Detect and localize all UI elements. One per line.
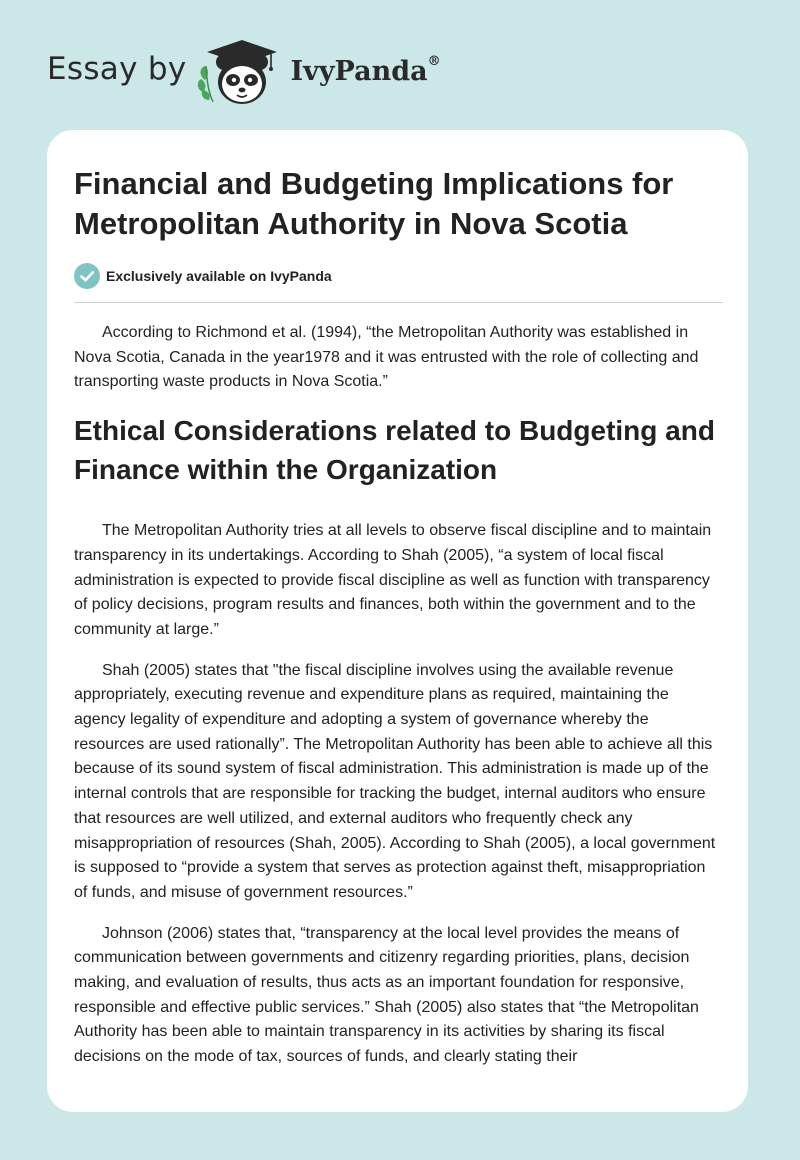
brand-name[interactable]: [290, 53, 441, 87]
trademark-symbol: ®: [427, 53, 441, 69]
section-heading: Ethical Considerations related to Budgeting and Finance within the Organization: [74, 415, 715, 486]
check-circle-icon: [74, 263, 100, 289]
exclusive-badge: [74, 263, 723, 289]
brand-label: IvyPanda: [290, 55, 428, 87]
exclusive-badge-text: Exclusively available on IvyPanda: [106, 268, 332, 284]
site-header: [47, 36, 441, 108]
intro-paragraph: According to Richmond et al. (1994), “the Metropolitan Authority was established in Nova Scotia, Canada in the year1978 and it was entrusted with the role of collecting and transporting waste products in Nova Scotia.”: [74, 324, 699, 391]
article-content: [74, 164, 723, 1086]
panda-graduate-logo-icon[interactable]: [197, 36, 287, 108]
essay-by-label: Essay by: [47, 51, 187, 87]
body-paragraph: The Metropolitan Authority tries at all levels to observe fiscal discipline and to maintain transparency in its undertakings. According to Shah (2005), “a system of local fiscal administration is expected to provide fiscal discipline as well as function with transparency of policy decisions, program results and finances, both within the government and to the community at large.”: [74, 522, 712, 638]
body-paragraph: Shah (2005) states that "the fiscal discipline involves using the available revenue appropriately, executing revenue and expenditure plans as required, maintaining the agency legality of expenditure and adopting a system of governance whereby the resources are used rationally”. The Metropolitan Authority has been able to achieve all this because of its sound system of fiscal administration. This administration is made up of the internal controls that are responsible for tracking the budget, internal auditors who ensure that resources are well utilized, and external auditors who frequently check any misappropriation of resources (Shah, 2005). According to Shah (2005), a local government is supposed to “provide a system that serves as protection against theft, misappropriation of funds, and misuse of government resources.”: [74, 661, 716, 901]
article-title: Financial and Budgeting Implications for Metropolitan Authority in Nova Scotia: [74, 166, 674, 241]
article-card: [47, 130, 748, 1112]
body-paragraph: Johnson (2006) states that, “transparency at the local level provides the means of communication between governments and citizenry regarding priorities, plans, decision making, and evaluation of results, thus acts as an important foundation for responsive, responsible and effective public services.” Shah (2005) also states that “the Metropolitan Authority has been able to maintain transparency in its activities by sharing its fiscal decisions on the mode of tax, sources of funds, and clearly stating their: [74, 924, 699, 1066]
title-divider: [74, 302, 723, 303]
